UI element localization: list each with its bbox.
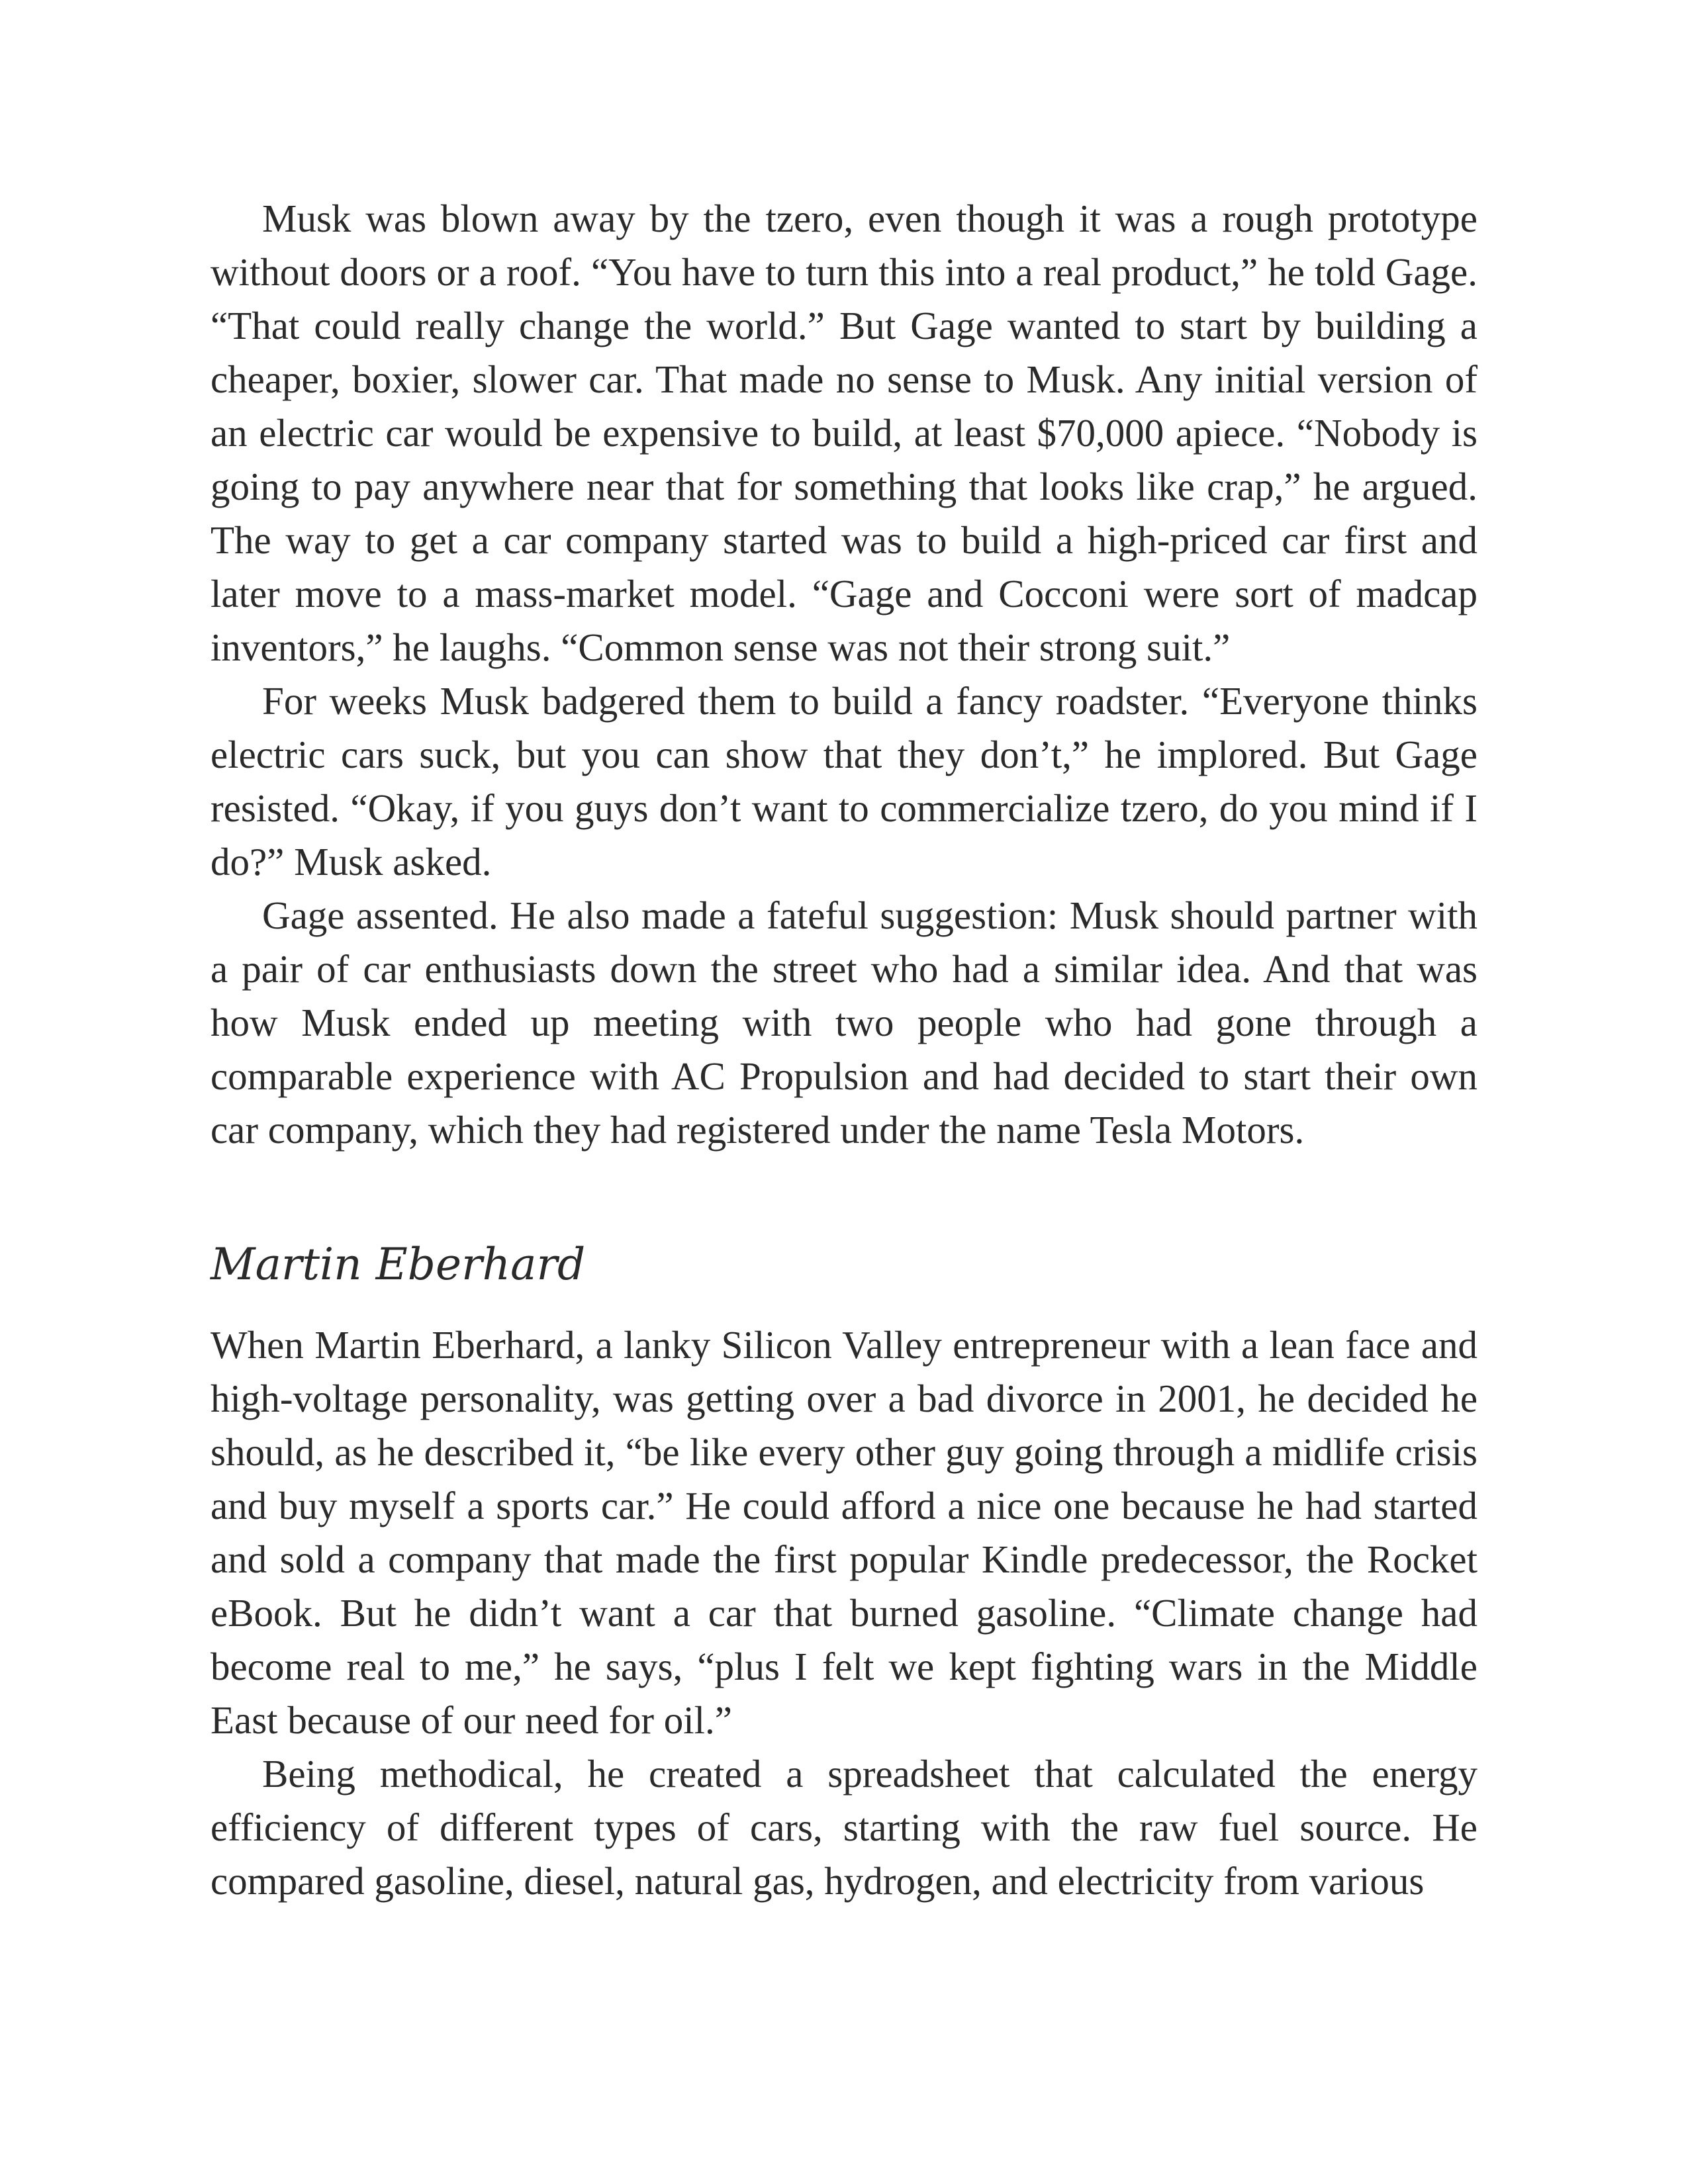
- book-page: [211, 192, 1477, 1908]
- paragraph-roadster: For weeks Musk badgered them to build a fancy roadster. “Everyone thinks electric cars suck, but you can show that they don’t,” he implored. But Gage resisted. “Okay, if you guys don’t want to commercialize tzero, do you mind if I do?” Musk asked.: [211, 679, 1477, 884]
- paragraph-eberhard-intro: When Martin Eberhard, a lanky Silicon Valley entrepreneur with a lean face and high-voltage personality, was getting over a bad divorce in 2001, he decided he should, as he described it, “be like every other guy going through a midlife crisis and buy myself a sports car.” He could afford a nice one because he had started and sold a company that made the first popular Kindle predecessor, the Rocket eBook. But he didn’t want a car that burned gasoline. “Climate change had become real to me,” he says, “plus I felt we kept fighting wars in the Middle East because of our need for oil.”: [211, 1323, 1477, 1742]
- paragraph-tzero: Musk was blown away by the tzero, even though it was a rough prototype without doors or a roof. “You have to turn this into a real product,” he told Gage. “That could really change the world.” But Gage wanted to start by building a cheaper, boxier, slower car. That made no sense to Musk. Any initial version of an electric car would be expensive to build, at least $70,000 apiece. “Nobody is going to pay anywhere near that for something that looks like crap,” he argued. The way to get a car company started was to build a high-priced car first and later move to a mass-market model. “Gage and Cocconi were sort of madcap inventors,” he laughs. “Common sense was not their strong suit.”: [211, 197, 1477, 669]
- paragraph-gage-assented: Gage assented. He also made a fateful suggestion: Musk should partner with a pair of car enthusiasts down the street who had a similar idea. And that was how Musk ended up meeting with two people who had gone through a comparable experience with AC Propulsion and had decided to start their own car company, which they had registered under the name Tesla Motors.: [211, 893, 1477, 1152]
- paragraph-spreadsheet: Being methodical, he created a spreadsheet that calculated the energy efficiency of different types of cars, starting with the raw fuel source. He compared gasoline, diesel, natural gas, hydrogen, and electricity from various: [211, 1752, 1477, 1903]
- section-heading: Martin Eberhard: [211, 1239, 586, 1290]
